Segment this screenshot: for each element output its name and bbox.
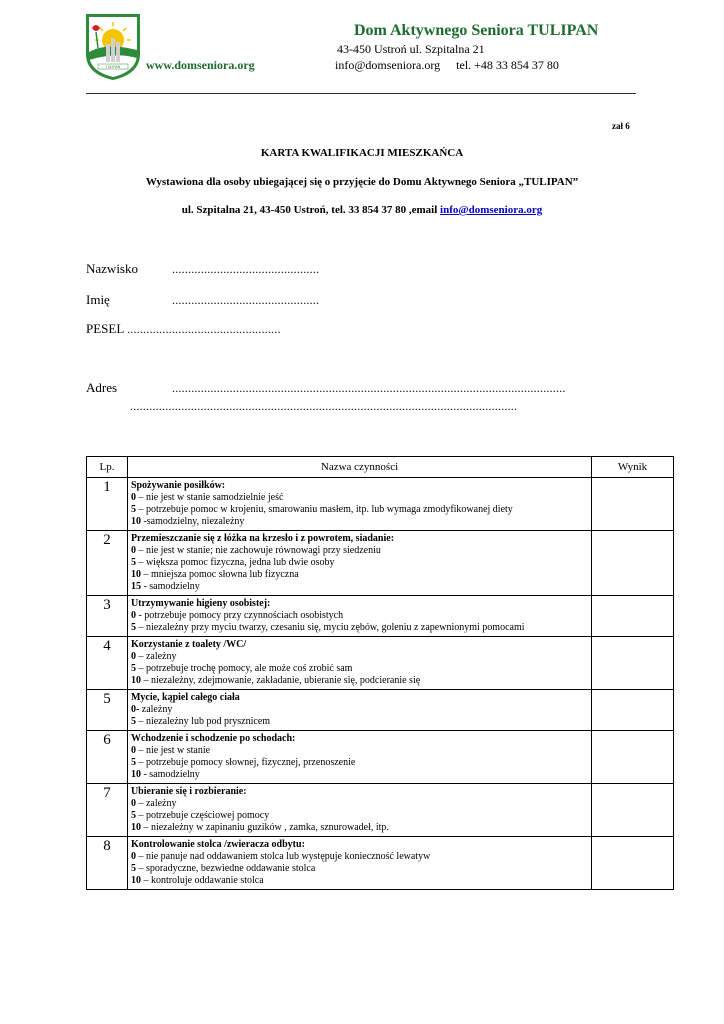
score-description: - samodzielny <box>140 581 200 592</box>
activity-title: Spożywanie posiłków: <box>130 480 226 491</box>
score-option <box>131 557 588 569</box>
score-description: – kontroluje oddawanie stolca <box>140 875 264 886</box>
result-cell[interactable] <box>592 784 674 837</box>
table-row <box>87 478 674 531</box>
score-option <box>131 745 588 757</box>
score-description: – potrzebuje częściowej pomocy <box>135 810 270 821</box>
result-cell[interactable] <box>592 478 674 531</box>
attachment-number: zał 6 <box>612 121 630 131</box>
score-option <box>131 863 588 875</box>
table-row <box>87 637 674 690</box>
score-value: 5 <box>130 504 136 515</box>
score-value: 5 <box>130 716 136 727</box>
table-row <box>87 731 674 784</box>
table-header-row <box>87 457 674 478</box>
score-option <box>131 704 588 716</box>
score-value: 5 <box>130 622 136 633</box>
svg-text:TULIPAN: TULIPAN <box>105 65 121 69</box>
header-lp: Lp. <box>87 457 128 478</box>
score-option <box>131 675 588 687</box>
score-value: 0- <box>130 704 140 715</box>
score-option <box>131 581 588 593</box>
activity-title: Kontrolowanie stolca /zwieracza odbytu: <box>130 839 305 850</box>
score-value: 10 <box>130 822 141 833</box>
document-title: KARTA KWALIFIKACJI MIESZKAŃCA <box>260 147 464 159</box>
address-input-line-1[interactable]: ........................................................................................................................... <box>172 381 566 395</box>
score-description: – zależny <box>135 798 177 809</box>
row-number: 1 <box>87 478 128 531</box>
score-description: - potrzebuje pomocy przy czynnościach osobistych <box>135 610 344 621</box>
activity-cell <box>127 837 591 890</box>
activity-title: Przemieszczanie się z łóżka na krzesło i z powrotem, siadanie: <box>130 533 395 544</box>
score-description: – nie jest w stanie <box>135 745 211 756</box>
result-cell[interactable] <box>592 531 674 596</box>
activity-cell <box>127 784 591 837</box>
score-value: 5 <box>130 557 136 568</box>
score-description: – niezależny przy myciu twarzy, czesaniu się, myciu zębów, goleniu z zapewnionymi pomocami <box>135 622 525 633</box>
score-description: – nie panuje nad oddawaniem stolca lub występuje konieczność lewatyw <box>135 851 431 862</box>
score-description: – niezależny w zapinaniu guzików , zamka, sznurowadeł, itp. <box>140 822 389 833</box>
score-value: 10 <box>130 875 141 886</box>
activity-cell <box>127 731 591 784</box>
score-option <box>131 810 588 822</box>
score-description: – niezależny lub pod prysznicem <box>135 716 271 727</box>
surname-input[interactable]: .............................................. <box>172 262 320 276</box>
score-description: zależny <box>139 704 173 715</box>
activity-cell <box>127 531 591 596</box>
result-cell[interactable] <box>592 637 674 690</box>
pesel-label: PESEL <box>86 321 124 336</box>
score-description: – nie jest w stanie samodzielnie jeść <box>135 492 284 503</box>
score-value: 0 <box>130 745 136 756</box>
score-value: 10 <box>130 516 141 527</box>
score-option <box>131 610 588 622</box>
activity-title: Wchodzenie i schodzenie po schodach: <box>130 733 296 744</box>
score-option <box>131 798 588 810</box>
name-label: Imię <box>86 292 110 307</box>
table-row <box>87 837 674 890</box>
header-activity: Nazwa czynności <box>127 457 591 478</box>
website-link[interactable]: www.domseniora.org <box>146 58 255 72</box>
score-option <box>131 545 588 557</box>
row-number: 3 <box>87 596 128 637</box>
score-description: – potrzebuje pomocy słownej, fizycznej, przenoszenie <box>135 757 356 768</box>
score-value: 5 <box>130 757 136 768</box>
score-option <box>131 651 588 663</box>
score-value: 0 <box>130 610 136 621</box>
result-cell[interactable] <box>592 731 674 784</box>
score-option <box>131 875 588 887</box>
score-value: 0 <box>130 492 136 503</box>
activity-title: Ubieranie się i rozbieranie: <box>130 786 247 797</box>
table-row <box>87 690 674 731</box>
surname-label: Nazwisko <box>86 261 138 276</box>
name-input[interactable]: .............................................. <box>172 293 320 307</box>
score-option <box>131 504 588 516</box>
document-subtitle: Wystawiona dla osoby ubiegającej się o przyjęcie do Domu Aktywnego Seniora „TULIPAN” <box>145 176 579 188</box>
activity-cell <box>127 690 591 731</box>
score-value: 0 <box>130 651 136 662</box>
score-option <box>131 516 588 528</box>
result-cell[interactable] <box>592 837 674 890</box>
document-contact <box>0 204 724 216</box>
row-number: 8 <box>87 837 128 890</box>
table-row <box>87 784 674 837</box>
activity-cell <box>127 478 591 531</box>
pesel-row <box>86 321 281 337</box>
score-description: -samodzielny, niezależny <box>140 516 245 527</box>
header-phone: tel. +48 33 854 37 80 <box>456 58 559 72</box>
row-number: 7 <box>87 784 128 837</box>
row-number: 5 <box>87 690 128 731</box>
score-value: 5 <box>130 663 136 674</box>
activity-title: Mycie, kąpiel całego ciała <box>130 692 240 703</box>
score-value: 10 <box>130 675 141 686</box>
score-description: – sporadyczne, bezwiedne oddawanie stolca <box>135 863 316 874</box>
activity-cell <box>127 637 591 690</box>
score-option <box>131 569 588 581</box>
score-description: – potrzebuje trochę pomocy, ale może coś zrobić sam <box>135 663 353 674</box>
activity-title: Utrzymywanie higieny osobistej: <box>130 598 271 609</box>
result-cell[interactable] <box>592 690 674 731</box>
header-email[interactable]: info@domseniora.org <box>335 58 441 72</box>
score-option <box>131 851 588 863</box>
score-value: 0 <box>130 851 136 862</box>
qualification-table <box>86 456 674 890</box>
contact-line <box>335 58 559 73</box>
contact-text: ul. Szpitalna 21, 43-450 Ustroń, tel. 33 854 37 80 ,email <box>181 204 441 216</box>
score-value: 0 <box>130 798 136 809</box>
activity-cell <box>127 596 591 637</box>
score-description: – zależny <box>135 651 177 662</box>
score-option <box>131 622 588 634</box>
score-option <box>131 757 588 769</box>
email-link[interactable]: info@domseniora.org <box>440 204 543 216</box>
score-description: – niezależny, zdejmowanie, zakładanie, ubieranie się, podcieranie się <box>140 675 421 686</box>
score-description: – potrzebuje pomoc w krojeniu, smarowaniu masłem, itp. lub wymaga zmodyfikowanej diety <box>135 504 513 515</box>
score-value: 10 <box>130 569 141 580</box>
score-description: – mniejsza pomoc słowna lub fizyczna <box>140 569 299 580</box>
row-number: 4 <box>87 637 128 690</box>
score-option <box>131 663 588 675</box>
score-option <box>131 769 588 781</box>
score-description: - samodzielny <box>140 769 200 780</box>
address-input-line-2[interactable]: ......................................................................................................................... <box>130 399 518 413</box>
score-value: 0 <box>130 545 136 556</box>
pesel-input[interactable]: ................................................ <box>127 322 281 336</box>
row-number: 2 <box>87 531 128 596</box>
organization-name: Dom Aktywnego Seniora TULIPAN <box>354 22 599 39</box>
address-label: Adres <box>86 380 118 395</box>
header-result: Wynik <box>592 457 674 478</box>
score-option <box>131 492 588 504</box>
score-value: 15 <box>130 581 141 592</box>
score-description: – większa pomoc fizyczna, jedna lub dwie osoby <box>135 557 335 568</box>
header-divider <box>86 93 636 94</box>
row-number: 6 <box>87 731 128 784</box>
table-row <box>87 596 674 637</box>
score-option <box>131 822 588 834</box>
activity-title: Korzystanie z toalety /WC/ <box>130 639 247 650</box>
score-option <box>131 716 588 728</box>
organization-address: 43-450 Ustroń ul. Szpitalna 21 <box>337 42 485 56</box>
result-cell[interactable] <box>592 596 674 637</box>
score-value: 5 <box>130 810 136 821</box>
score-value: 5 <box>130 863 136 874</box>
score-value: 10 <box>130 769 141 780</box>
table-row <box>87 531 674 596</box>
score-description: – nie jest w stanie; nie zachowuje równowagi przy siedzeniu <box>135 545 381 556</box>
logo <box>86 14 140 80</box>
